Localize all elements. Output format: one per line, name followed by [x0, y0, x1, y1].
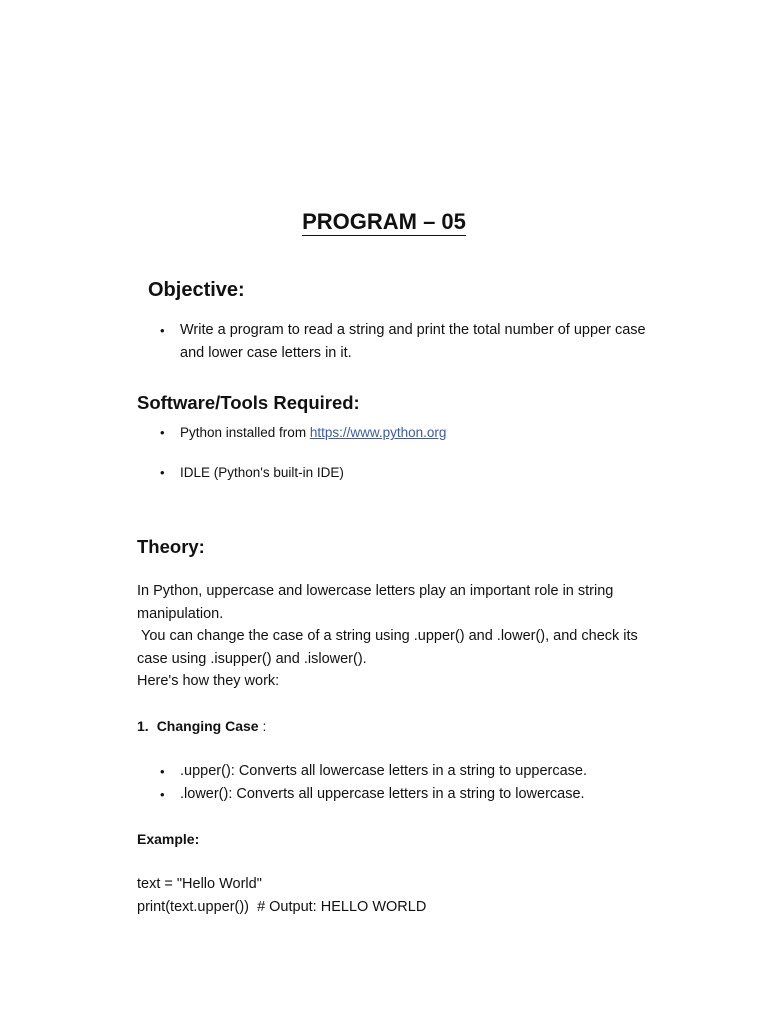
theory-line-1: In Python, uppercase and lowercase letters play an important role in string manipulation. [137, 583, 618, 622]
bullet-dot: • [160, 465, 165, 480]
theory-line-2: You can change the case of a string using .upper() and .lower(), and check its case using .isupper() and .islower(). [137, 628, 642, 667]
changing-case-bullet-upper [160, 760, 650, 783]
software-item-python-text: Python installed from [180, 425, 310, 440]
bullet-dot: • [160, 425, 165, 440]
changing-case-suffix: : [258, 718, 267, 734]
changing-case-title: Changing Case [156, 718, 259, 734]
theory-paragraph [137, 580, 657, 693]
python-link[interactable]: https://www.python.org [309, 425, 447, 440]
changing-case-bullet-lower-text: .lower(): Converts all uppercase letters in a string to lowercase. [180, 786, 585, 802]
code-line-2: print(text.upper()) # Output: HELLO WORLD [137, 898, 427, 915]
theory-heading: Theory: [137, 536, 205, 557]
objective-bullet-text: Write a program to read a string and print the total number of upper case and lower case letters in it. [180, 322, 646, 361]
bullet-dot: • [160, 787, 165, 802]
example-code [137, 873, 426, 918]
example-label: Example: [137, 831, 200, 847]
bullet-dot: • [160, 323, 165, 338]
changing-case-bullet-lower [160, 783, 650, 806]
theory-line-3: Here's how they work: [137, 673, 280, 689]
page-title [0, 206, 768, 238]
software-item-idle-text: IDLE (Python's built-in IDE) [180, 465, 344, 480]
changing-case-bullet-upper-text: .upper(): Converts all lowercase letters in a string to uppercase. [180, 763, 587, 779]
software-item-idle [160, 461, 650, 484]
objective-heading: Objective: [148, 279, 245, 301]
software-heading: Software/Tools Required: [137, 392, 360, 413]
page-title-text: PROGRAM – 05 [302, 209, 466, 234]
objective-bullet [160, 319, 650, 365]
code-line-1: text = "Hello World" [137, 876, 262, 892]
bullet-dot: • [160, 764, 165, 779]
changing-case-number: 1. [137, 718, 149, 734]
software-item-python [160, 421, 650, 444]
changing-case-heading [137, 715, 266, 737]
